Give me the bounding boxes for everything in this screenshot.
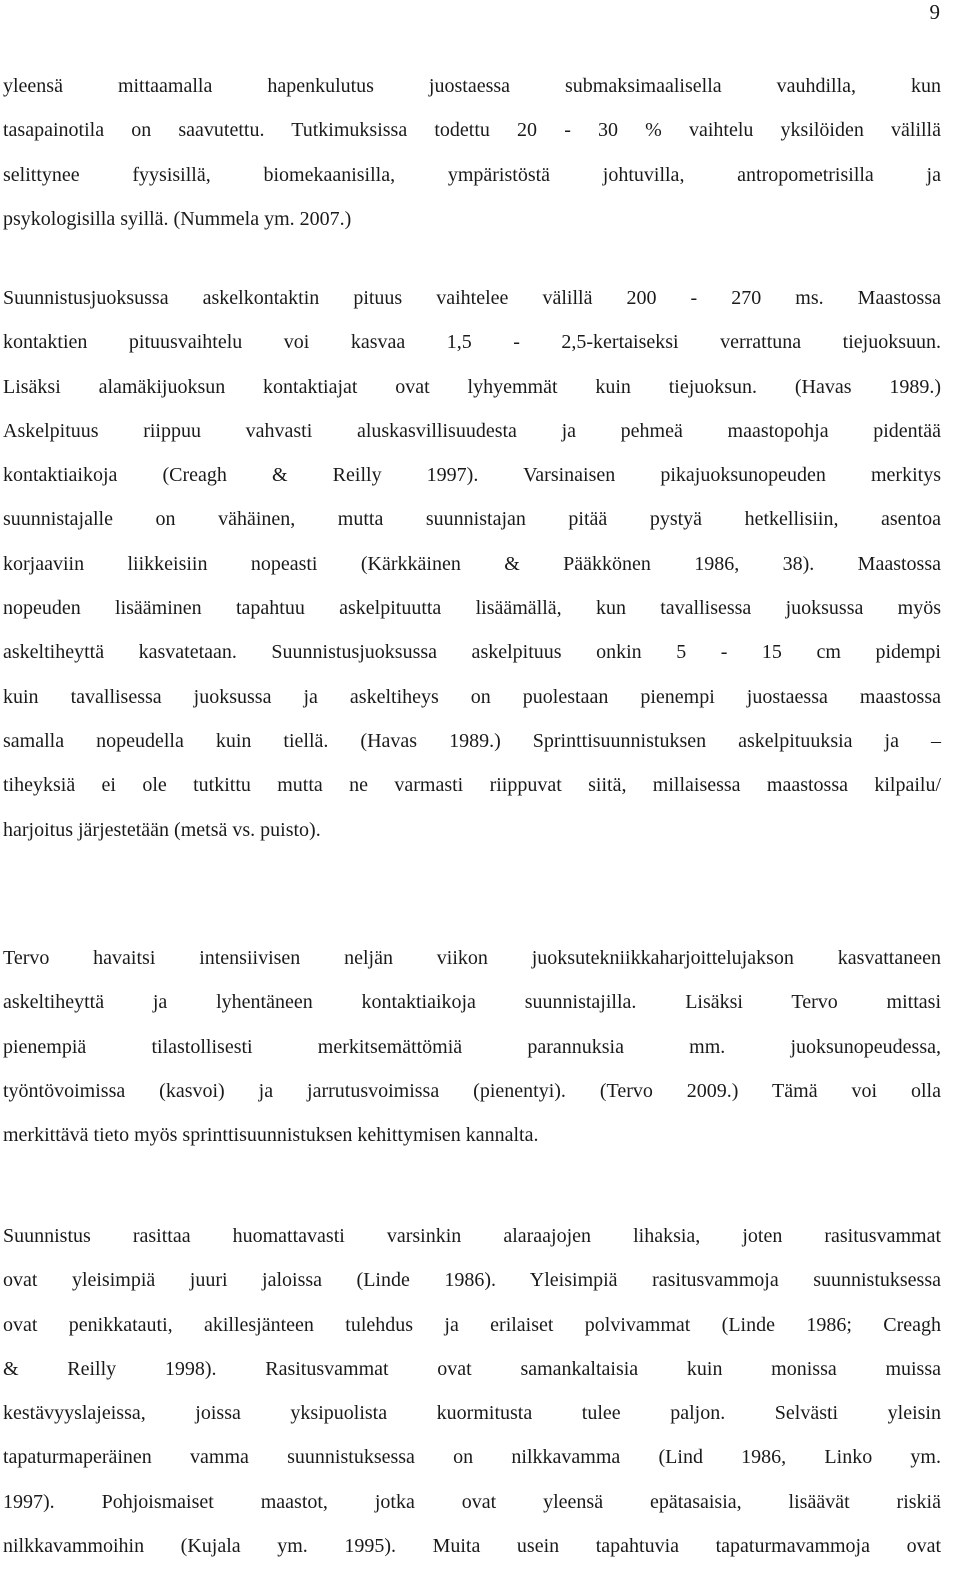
text-line: Suunnistus rasittaa huomattavasti varsinkin alaraajojen lihaksia, joten rasitusvammat bbox=[3, 1225, 941, 1247]
text-line: askeltiheyttä ja lyhentäneen kontaktiaikoja suunnistajilla. Lisäksi Tervo mittasi bbox=[3, 991, 941, 1014]
text-line: askeltiheyttä kasvatetaan. Suunnistusjuoksussa askelpituus onkin 5 - 15 cm pidempi bbox=[3, 641, 941, 664]
text-line: kontaktien pituusvaihtelu voi kasvaa 1,5 - 2,5-kertaiseksi verrattuna tiejuoksuun. bbox=[3, 331, 941, 354]
text-line: kontaktiaikoja (Creagh & Reilly 1997). Varsinaisen pikajuoksunopeuden merkitys bbox=[3, 464, 941, 487]
text-line: työntövoimissa (kasvoi) ja jarrutusvoimissa (pienentyi). (Tervo 2009.) Tämä voi olla bbox=[3, 1079, 941, 1102]
text-line: nilkkavammoihin (Kujala ym. 1995). Muita usein tapahtuvia tapaturmavammoja ovat bbox=[3, 1535, 941, 1558]
text-line: & Reilly 1998). Rasitusvammat ovat samankaltaisia kuin monissa muissa bbox=[3, 1357, 941, 1380]
text-line: samalla nopeudella kuin tiellä. (Havas 1989.) Sprinttisuunnistuksen askelpituuksia ja – bbox=[3, 729, 941, 752]
text-line: Tervo havaitsi intensiivisen neljän viikon juoksutekniikkaharjoittelujakson kasvattaneen bbox=[3, 947, 941, 969]
paragraph-2 bbox=[3, 276, 941, 852]
text-line: tasapainotila on saavutettu. Tutkimuksissa todettu 20 - 30 % vaihtelu yksilöiden välillä bbox=[3, 119, 941, 142]
text-line: psykologisilla syillä. (Nummela ym. 2007.) bbox=[3, 207, 352, 230]
text-line: ovat yleisimpiä juuri jaloissa (Linde 1986). Yleisimpiä rasitusvammoja suunnistuksessa bbox=[3, 1269, 941, 1292]
page-number: 9 bbox=[929, 0, 940, 24]
text-line: pienempiä tilastollisesti merkitsemättömiä parannuksia mm. juoksunopeudessa, bbox=[3, 1035, 941, 1058]
text-line: Askelpituus riippuu vahvasti aluskasvillisuudesta ja pehmeä maastopohja pidentää bbox=[3, 419, 941, 442]
text-line: selittynee fyysisillä, biomekaanisilla, ympäristöstä johtuvilla, antropometrisilla ja bbox=[3, 163, 941, 186]
text-line: suunnistajalle on vähäinen, mutta suunnistajan pitää pystyä hetkellisiin, asentoa bbox=[3, 508, 941, 531]
text-line: korjaaviin liikkeisiin nopeasti (Kärkkäinen & Pääkkönen 1986, 38). Maastossa bbox=[3, 552, 941, 575]
text-line: Lisäksi alamäkijuoksun kontaktiajat ovat lyhyemmät kuin tiejuoksun. (Havas 1989.) bbox=[3, 375, 941, 398]
text-line: Suunnistusjuoksussa askelkontaktin pituus vaihtelee välillä 200 - 270 ms. Maastossa bbox=[3, 287, 941, 309]
text-line: harjoitus järjestetään (metsä vs. puisto). bbox=[3, 818, 321, 841]
text-line: merkittävä tieto myös sprinttisuunnistuksen kehittymisen kannalta. bbox=[3, 1124, 539, 1147]
text-line: kestävyyslajeissa, joissa yksipuolista kuormitusta tulee paljon. Selvästi yleisin bbox=[3, 1402, 941, 1425]
paragraph-1 bbox=[3, 64, 941, 241]
text-line: kuin tavallisessa juoksussa ja askeltiheys on puolestaan pienempi juostaessa maastossa bbox=[3, 685, 941, 708]
text-line: tapaturmaperäinen vamma suunnistuksessa on nilkkavamma (Lind 1986, Linko ym. bbox=[3, 1446, 941, 1469]
text-line: yleensä mittaamalla hapenkulutus juostaessa submaksimaalisella vauhdilla, kun bbox=[3, 75, 941, 97]
text-line: 1997). Pohjoismaiset maastot, jotka ovat yleensä epätasaisia, lisäävät riskiä bbox=[3, 1490, 941, 1513]
paragraph-3 bbox=[3, 936, 941, 1157]
text-line: tiheyksiä ei ole tutkittu mutta ne varmasti riippuvat siitä, millaisessa maastossa kilpailu/ bbox=[3, 774, 941, 797]
text-line: ovat penikkatauti, akillesjänteen tulehdus ja erilaiset polvivammat (Linde 1986; Creagh bbox=[3, 1313, 941, 1336]
text-line: nopeuden lisääminen tapahtuu askelpituutta lisäämällä, kun tavallisessa juoksussa myös bbox=[3, 597, 941, 620]
paragraph-4 bbox=[3, 1214, 941, 1568]
